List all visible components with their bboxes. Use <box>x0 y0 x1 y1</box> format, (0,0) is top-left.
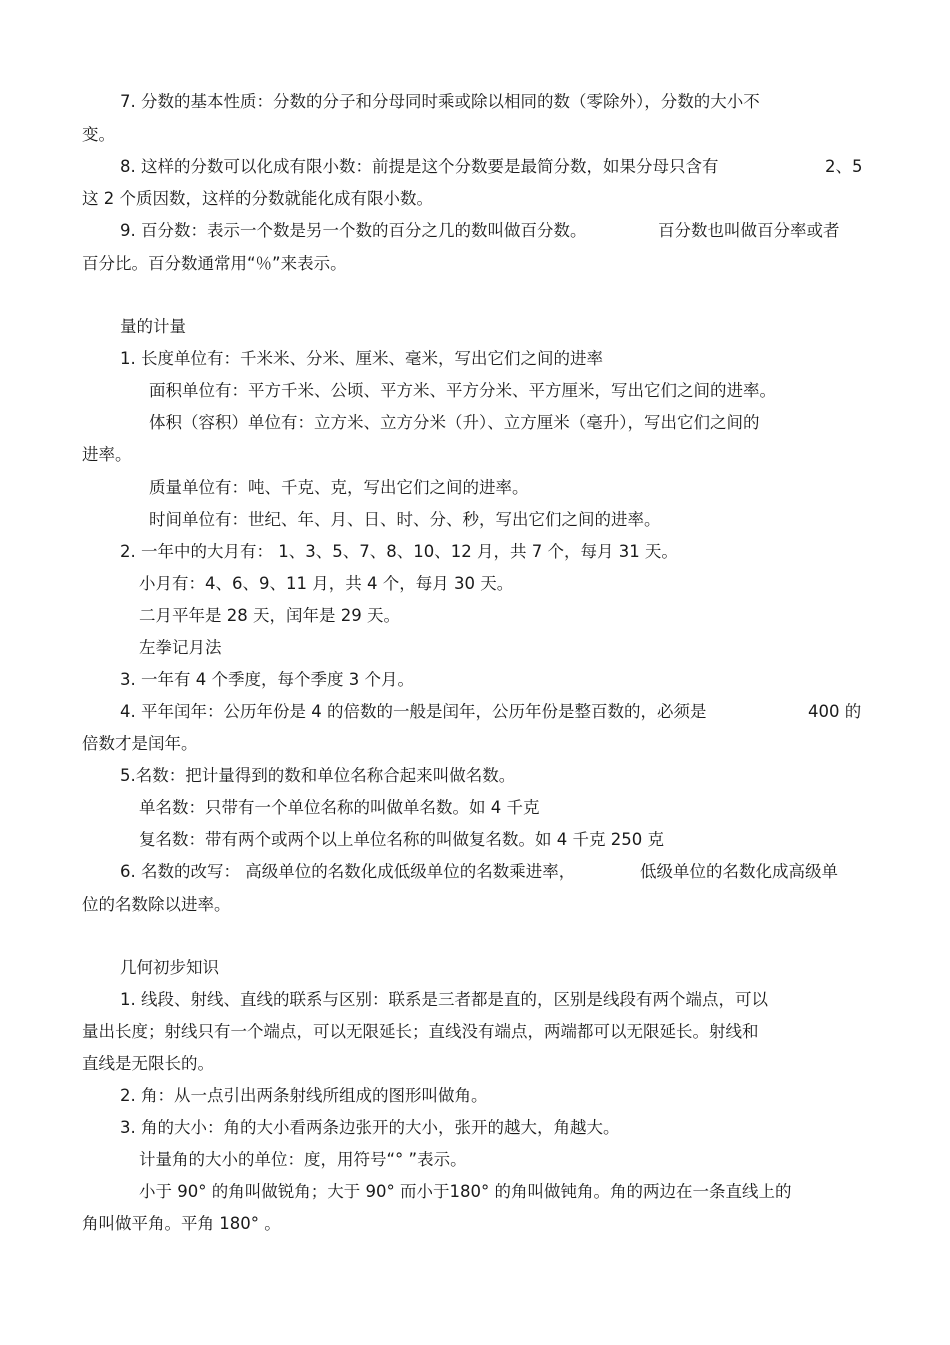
paragraph-line: 单名数：只带有一个单位名称的叫做单名数。如 4 千克 <box>139 798 540 817</box>
paragraph-line: 4. 平年闰年：公历年份是 4 的倍数的一般是闰年，公历年份是整百数的，必须是 <box>120 702 707 721</box>
section-heading: 几何初步知识 <box>120 958 219 977</box>
paragraph-line: 位的名数除以进率。 <box>82 895 231 914</box>
paragraph-line: 百分比。百分数通常用“％”来表示。 <box>82 254 347 273</box>
paragraph-line: 变。 <box>82 125 115 144</box>
paragraph-line: 5.名数：把计量得到的数和单位名称合起来叫做名数。 <box>120 766 516 785</box>
paragraph-line: 左拳记月法 <box>139 638 222 657</box>
paragraph-line: 量出长度；射线只有一个端点，可以无限延长；直线没有端点，两端都可以无限延长。射线和 <box>82 1022 759 1041</box>
paragraph-line: 400 的 <box>808 702 862 721</box>
paragraph-line: 1. 长度单位有：千米米、分米、厘米、毫米，写出它们之间的进率 <box>120 349 603 368</box>
paragraph-line: 小月有：4、6、9、11 月，共 4 个，每月 30 天。 <box>139 574 514 593</box>
paragraph-line: 计量角的大小的单位：度，用符号“° ”表示。 <box>139 1150 467 1169</box>
paragraph-line: 质量单位有：吨、千克、克，写出它们之间的进率。 <box>149 478 529 497</box>
paragraph-line: 进率。 <box>82 445 132 464</box>
paragraph-line: 百分数也叫做百分率或者 <box>658 221 840 240</box>
paragraph-line: 直线是无限长的。 <box>82 1054 214 1073</box>
paragraph-line: 3. 一年有 4 个季度，每个季度 3 个月。 <box>120 670 414 689</box>
paragraph-line: 小于 90° 的角叫做锐角；大于 90° 而小于180° 的角叫做钝角。角的两边在一条直线上的 <box>139 1182 792 1201</box>
paragraph-line: 8. 这样的分数可以化成有限小数：前提是这个分数要是最简分数，如果分母只含有 <box>120 157 719 176</box>
paragraph-line: 这 2 个质因数，这样的分数就能化成有限小数。 <box>82 189 433 208</box>
paragraph-line: 3. 角的大小：角的大小看两条边张开的大小，张开的越大，角越大。 <box>120 1118 620 1137</box>
paragraph-line: 复名数：带有两个或两个以上单位名称的叫做复名数。如 4 千克 250 克 <box>139 830 664 849</box>
paragraph-line: 2. 角：从一点引出两条射线所组成的图形叫做角。 <box>120 1086 488 1105</box>
section-heading: 量的计量 <box>120 317 186 336</box>
paragraph-line: 2. 一年中的大月有： 1、3、5、7、8、10、12 月，共 7 个，每月 31 天。 <box>120 542 678 561</box>
paragraph-line: 2、5 <box>825 157 863 176</box>
paragraph-line: 面积单位有：平方千米、公顷、平方米、平方分米、平方厘米，写出它们之间的进率。 <box>149 381 776 400</box>
paragraph-line: 倍数才是闰年。 <box>82 734 198 753</box>
paragraph-line: 体积（容积）单位有：立方米、立方分米（升）、立方厘米（毫升），写出它们之间的 <box>149 413 760 432</box>
paragraph-line: 7. 分数的基本性质：分数的分子和分母同时乘或除以相同的数（零除外），分数的大小不 <box>120 92 760 111</box>
paragraph-line: 6. 名数的改写： 高级单位的名数化成低级单位的名数乘进率， <box>120 862 576 881</box>
paragraph-line: 1. 线段、射线、直线的联系与区别：联系是三者都是直的，区别是线段有两个端点，可以 <box>120 990 768 1009</box>
paragraph-line: 时间单位有：世纪、年、月、日、时、分、秒，写出它们之间的进率。 <box>149 510 661 529</box>
paragraph-line: 角叫做平角。平角 180° 。 <box>82 1214 281 1233</box>
paragraph-line: 二月平年是 28 天，闰年是 29 天。 <box>139 606 400 625</box>
paragraph-line: 9. 百分数：表示一个数是另一个数的百分之几的数叫做百分数。 <box>120 221 587 240</box>
paragraph-line: 低级单位的名数化成高级单 <box>640 862 838 881</box>
